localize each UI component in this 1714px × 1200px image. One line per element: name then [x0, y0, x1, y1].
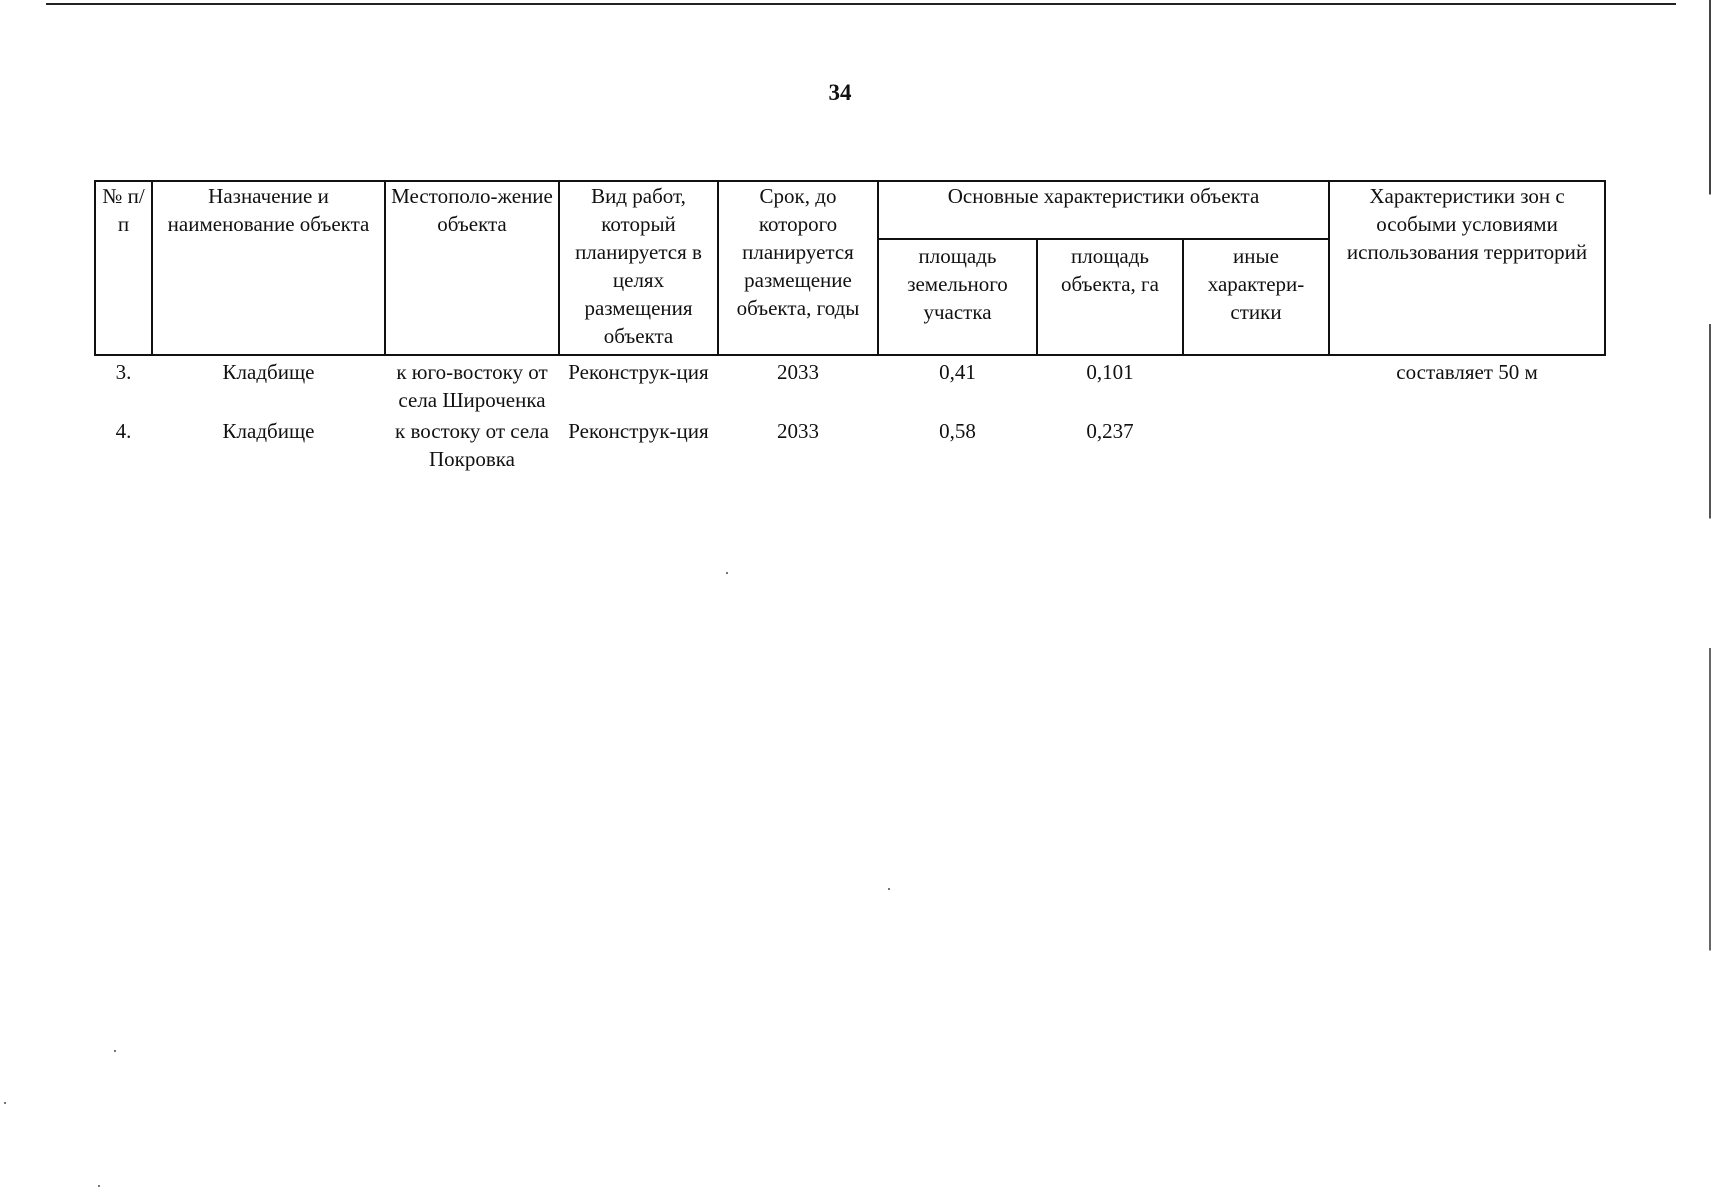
header-name: Назначение и наименование объекта	[152, 181, 385, 355]
page-number: 34	[828, 80, 852, 105]
scan-speck	[4, 1102, 6, 1104]
cell-num: 4.	[115, 419, 132, 443]
header-deadline: Срок, до которого планируется размещение объекта, годы	[718, 181, 878, 355]
cell-object-area: 0,101	[1086, 360, 1134, 384]
header-object-area: площадь объекта, га	[1037, 239, 1183, 355]
cell-zones: составляет 50 м	[1396, 360, 1538, 384]
header-num: № п/п	[95, 181, 152, 355]
table-row	[95, 417, 1605, 476]
cell-work-type: Реконструк-ция	[568, 419, 709, 443]
header-main-characteristics: Основные характеристики объекта	[878, 181, 1329, 239]
cell-num: 3.	[115, 360, 132, 384]
cell-work-type: Реконструк-ция	[568, 360, 709, 384]
cell-land-area: 0,58	[939, 419, 976, 443]
cell-other-characteristics	[1183, 417, 1329, 476]
scan-speck	[726, 572, 728, 574]
scan-speck	[888, 888, 890, 890]
scan-right-edge-line	[1709, 0, 1711, 1080]
scan-speck	[114, 1050, 116, 1052]
header-location: Местополо-жение объекта	[385, 181, 559, 355]
cell-deadline: 2033	[777, 419, 819, 443]
table-row	[95, 355, 1605, 417]
header-other-characteristics: иные характери-стики	[1183, 239, 1329, 355]
header-work-type: Вид работ, который планируется в целях размещения объекта	[559, 181, 718, 355]
scan-speck	[98, 1185, 100, 1187]
header-land-area: площадь земельного участка	[878, 239, 1037, 355]
cell-name: Кладбище	[222, 419, 315, 443]
cell-deadline: 2033	[777, 360, 819, 384]
cell-name: Кладбище	[222, 360, 315, 384]
cell-location: к юго-востоку от села Широченка	[396, 360, 548, 412]
cell-zones	[1329, 417, 1605, 476]
planned-objects-table	[94, 180, 1606, 476]
cell-location: к востоку от села Покровка	[395, 419, 549, 471]
cell-object-area: 0,237	[1086, 419, 1134, 443]
cell-other-characteristics	[1183, 355, 1329, 417]
scan-top-border-line	[46, 3, 1676, 5]
header-zones: Характеристики зон с особыми условиями использования территорий	[1329, 181, 1605, 355]
cell-land-area: 0,41	[939, 360, 976, 384]
